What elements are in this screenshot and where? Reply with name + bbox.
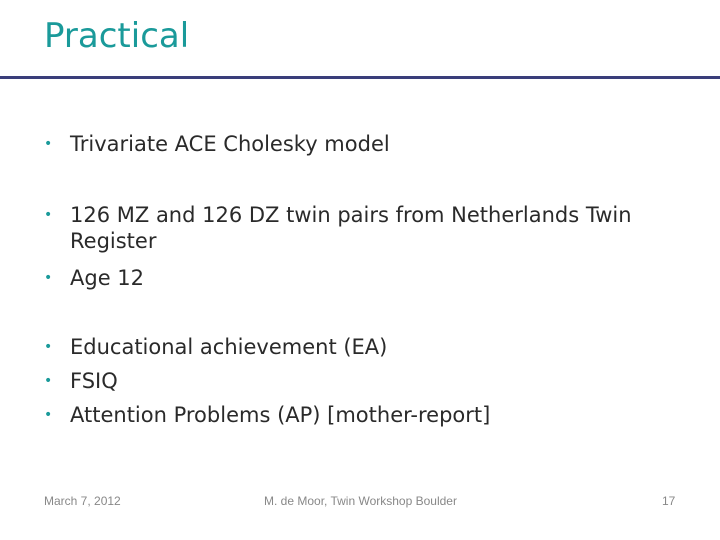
bullet-item <box>44 131 684 157</box>
bullet-icon: • <box>44 373 53 389</box>
bullet-item <box>44 265 684 291</box>
bullet-text: Age 12 <box>70 266 145 290</box>
bullet-item <box>44 368 684 394</box>
bullet-item <box>44 202 684 254</box>
page-number: 17 <box>662 494 676 508</box>
bullet-text: Educational achievement (EA) <box>70 335 388 359</box>
bullet-item <box>44 334 684 360</box>
slide-title: Practical <box>44 16 190 56</box>
bullet-item <box>44 402 684 428</box>
bullet-icon: • <box>44 136 53 152</box>
footer-date: March 7, 2012 <box>44 494 121 508</box>
bullet-text: FSIQ <box>70 369 118 393</box>
title-divider <box>0 76 720 79</box>
bullet-icon: • <box>44 407 53 423</box>
footer-author: M. de Moor, Twin Workshop Boulder <box>264 494 457 508</box>
bullet-icon: • <box>44 207 53 223</box>
bullet-icon: • <box>44 339 53 355</box>
bullet-icon: • <box>44 270 53 286</box>
bullet-text: Trivariate ACE Cholesky model <box>70 132 390 156</box>
bullet-text: 126 MZ and 126 DZ twin pairs from Netherlands Twin Register <box>70 203 632 253</box>
bullet-text: Attention Problems (AP) [mother-report] <box>70 403 491 427</box>
